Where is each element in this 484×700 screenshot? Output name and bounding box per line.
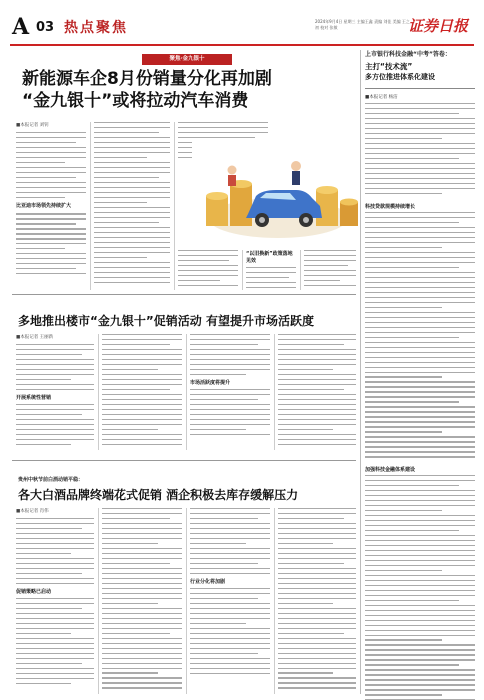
subhead: 行业分化将加剧 [190, 578, 226, 585]
byline: ■本报记者 刘钊 [16, 123, 49, 128]
section-title: 热点聚焦 [64, 20, 128, 36]
car-coins-illustration [192, 140, 362, 250]
subhead: 加强科技金融体系建设 [365, 467, 416, 473]
story-property-promotions [12, 300, 356, 450]
story-headline: 各大白酒品牌终端花式促销 酒企积极去库存缓解压力 [18, 488, 299, 502]
article-column [94, 122, 170, 290]
sidebar-story-bank-tech [365, 50, 475, 694]
article-column [365, 475, 475, 700]
article-column [178, 250, 238, 290]
article-column [16, 508, 94, 694]
subhead: 比亚迪市场领先持续扩大 [16, 203, 72, 210]
newspaper-logo: 证券日报 [408, 17, 469, 35]
story-baijiu-promotions [12, 468, 356, 694]
story-headline: 主打“技术流” [365, 62, 413, 71]
headline-line-1: 新能源车企8月份销量分化再加剧 [22, 69, 272, 89]
article-column [365, 212, 475, 462]
article-column [102, 508, 182, 694]
page-masthead [0, 0, 484, 46]
article-column [278, 334, 356, 450]
headline-line-2: “金九银十”或将拉动汽车消费 [22, 91, 249, 111]
article-column [304, 250, 356, 290]
article-column [278, 508, 356, 694]
subhead: “以旧换新”政策落地见效 [246, 251, 293, 264]
byline: ■本报记者 肖伟 [16, 509, 49, 514]
article-column [102, 334, 182, 450]
article-column [190, 334, 270, 450]
story-kicker: 聚焦·金九银十 [142, 54, 232, 65]
story-overline: 贵州中秋节前白酒动销平稳： [18, 477, 84, 483]
edition-meta: 2024年9月4日 星期三 主编王鑫 责编 刘佳 美编 王之初 校对 张敏 [315, 19, 410, 30]
article-column [16, 122, 86, 290]
subhead: 开展系统性营销 [16, 394, 52, 401]
subhead: 科技贷款规模持续增长 [365, 204, 416, 210]
article-column [190, 508, 270, 694]
column-divider [360, 50, 361, 694]
story-overline: 上市银行科技金融“中考”答卷： [365, 51, 451, 58]
article-column [16, 334, 94, 450]
page-letter: A [12, 14, 29, 40]
byline: ■本报记者 王丽新 [16, 335, 54, 340]
page-number: 03 [36, 20, 55, 35]
story-subheadline: 多方位推进体系化建设 [365, 73, 435, 81]
top-story [12, 50, 356, 290]
article-column [246, 250, 296, 290]
byline: ■本报记者 杨洁 [365, 95, 398, 100]
subhead: 促销策略已启动 [16, 588, 52, 595]
subhead: 市场活跃度将提升 [190, 379, 231, 386]
article-column [365, 103, 475, 199]
masthead-rule [10, 44, 474, 46]
story-headline: 多地推出楼市“金九银十”促销活动 有望提升市场活跃度 [18, 314, 314, 328]
